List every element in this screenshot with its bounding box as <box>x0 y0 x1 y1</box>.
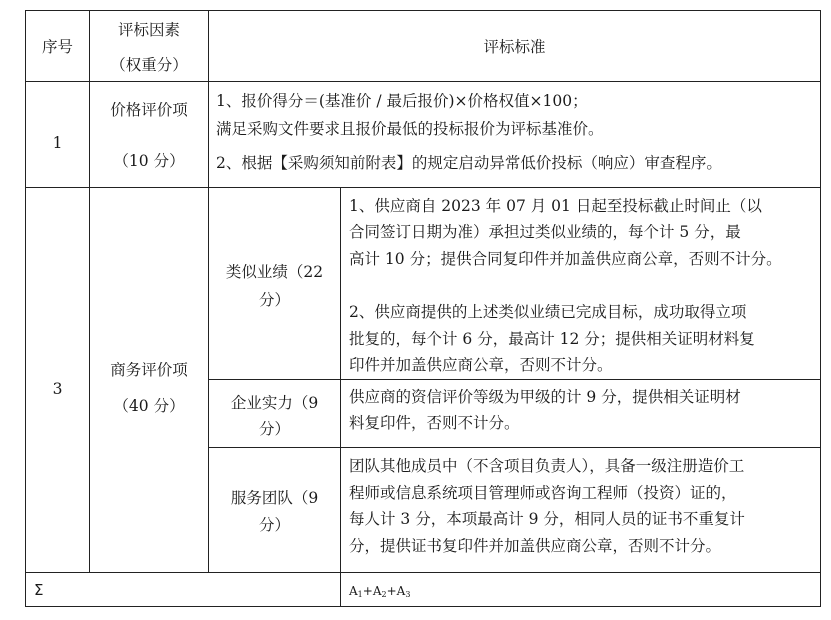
h-line-row3-bottom <box>25 572 821 573</box>
subitem-performance-line: 高计 10 分；提供合同复印件并加盖供应商公章，否则不计分。 <box>349 250 782 268</box>
subitem-strength-name: 分） <box>258 420 290 438</box>
v-line-subfactor <box>340 187 341 607</box>
header-factor-line1: 评标因素 <box>117 21 180 39</box>
subitem-team-line: 团队其他成员中（不含项目负责人），具备一级注册造价工 <box>349 457 745 475</box>
total-formula: $A_1+A_2+A_3$ <box>349 584 411 599</box>
row1-standard-line: 1、报价得分＝(基准价 / 最后报价)×价格权值×100； <box>216 92 588 110</box>
subitem-performance-name: 分） <box>258 291 290 309</box>
row3-seq: 3 <box>52 380 63 398</box>
h-line-top <box>25 10 821 11</box>
subitem-team-line: 程师或信息系统项目管理师或咨询工程师（投资）证的， <box>349 484 737 502</box>
subitem-team-name: 服务团队（9 <box>230 489 319 507</box>
subitem-team-name: 分） <box>258 516 290 534</box>
subitem-strength-name: 企业实力（9 <box>230 394 319 412</box>
v-line-right <box>820 10 821 607</box>
h-line-sub2-bottom <box>208 447 821 448</box>
h-line-bottom <box>25 606 821 607</box>
h-line-header-bottom <box>25 81 821 82</box>
h-line-sub1-bottom <box>208 379 821 380</box>
subitem-strength-line: 料复印件，否则不计分。 <box>349 414 520 432</box>
subitem-performance-line: 印件并加盖供应商公章，否则不计分。 <box>349 356 613 374</box>
row3-factor-name: 商务评价项 <box>110 361 188 379</box>
row1-standard-line: 满足采购文件要求且报价最低的投标报价为评标基准价。 <box>216 120 604 138</box>
v-line-seq <box>89 10 90 573</box>
subitem-team-line: 每人计 3 分，本项最高计 9 分，相同人员的证书不重复计 <box>349 510 745 528</box>
subitem-performance-line: 2、供应商提供的上述类似业绩已完成目标，成功取得立项 <box>349 303 747 321</box>
subitem-performance-line: 1、供应商自 2023 年 07 月 01 日起至投标截止时间止（以 <box>349 197 762 215</box>
row1-standard-line: 2、根据【采购须知前附表】的规定启动异常低价投标（响应）审查程序。 <box>216 154 722 172</box>
v-line-left <box>25 10 26 607</box>
row1-factor-name: 价格评价项 <box>110 101 188 119</box>
header-seq: 序号 <box>41 38 73 56</box>
header-standard: 评标标准 <box>483 38 546 56</box>
row3-factor-weight: （40 分） <box>113 397 185 415</box>
row1-seq: 1 <box>52 134 63 152</box>
header-factor-line2: （权重分） <box>110 56 188 74</box>
subitem-strength-line: 供应商的资信评价等级为甲级的计 9 分，提供相关证明材 <box>349 388 741 406</box>
subitem-performance-name: 类似业绩（22 <box>225 263 324 281</box>
h-line-row1-bottom <box>25 187 821 188</box>
subitem-team-line: 分，提供证书复印件并加盖供应商公章，否则不计分。 <box>349 537 722 555</box>
subitem-performance-line: 合同签订日期为准）承担过类似业绩的，每个计 5 分，最 <box>349 223 741 241</box>
subitem-performance-line: 批复的，每个计 6 分，最高计 12 分；提供相关证明材料复 <box>349 330 755 348</box>
row1-factor-weight: （10 分） <box>113 152 185 170</box>
total-sigma: Σ <box>34 581 44 599</box>
